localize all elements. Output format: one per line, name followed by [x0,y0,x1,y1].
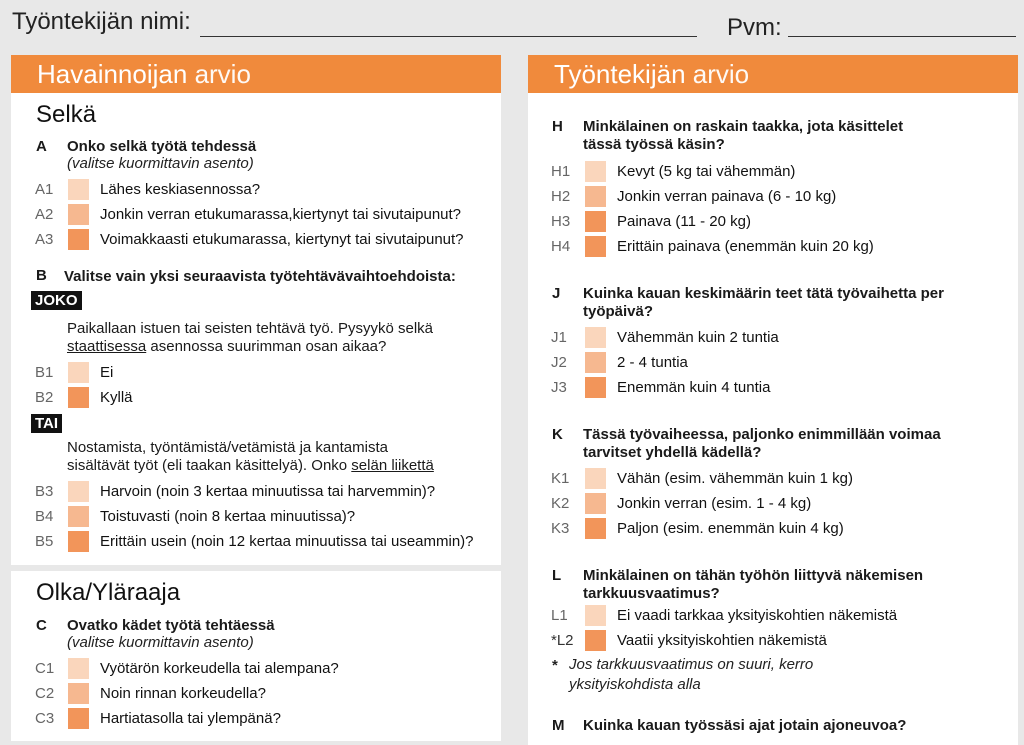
tai-tag: TAI [31,414,62,433]
option-label: Jonkin verran painava (6 - 10 kg) [617,188,837,205]
question-letter: C [36,617,47,634]
option-code: A1 [35,181,54,198]
checkbox-j3[interactable] [585,377,606,398]
joko-text-underlined: staattisessa [67,338,147,355]
section-title-selka: Selkä [36,101,97,128]
checkbox-b2[interactable] [68,387,89,408]
option-code: H4 [551,238,571,255]
worker-assessment-banner [528,55,1018,93]
option-label: Painava (11 - 20 kg) [617,213,751,230]
checkbox-l2[interactable] [585,630,606,651]
option-code: J3 [551,379,567,396]
option-label: Kyllä [100,389,133,406]
checkbox-b4[interactable] [68,506,89,527]
option-code: J2 [551,354,567,371]
option-label: Vaatii yksityiskohtien näkemistä [617,632,827,649]
option-code: *L2 [551,632,574,649]
banner-bold-text: Havainnoijan [37,59,188,89]
tai-text [67,439,497,475]
option-code: B3 [35,483,54,500]
section-title-olka: Olka/Yläraaja [36,579,181,606]
question-h [583,118,903,154]
option-code: B4 [35,508,54,525]
option-code: H3 [551,213,571,230]
checkbox-h2[interactable] [585,186,606,207]
question-l-line2: tarkkuusvaatimus? [583,585,720,602]
checkbox-a1[interactable] [68,179,89,200]
question-b: Valitse vain yksi seuraavista työtehtävävaihtoehdoista: [64,268,456,285]
question-k-line2: tarvitset yhdellä kädellä? [583,444,762,461]
option-label: Vähemmän kuin 2 tuntia [617,329,779,346]
checkbox-k2[interactable] [585,493,606,514]
option-code: H2 [551,188,571,205]
question-c: Ovatko kädet työtä tehtäessä [67,617,275,634]
joko-text-line2: asennossa suurimman osan aikaa? [146,338,387,355]
question-k [583,426,941,462]
question-letter: B [36,267,47,284]
worker-name-label: Työntekijän nimi: [12,8,191,35]
option-label: Kevyt (5 kg tai vähemmän) [617,163,796,180]
option-label: Jonkin verran (esim. 1 - 4 kg) [617,495,812,512]
checkbox-c2[interactable] [68,683,89,704]
checkbox-k1[interactable] [585,468,606,489]
checkbox-j1[interactable] [585,327,606,348]
question-letter: L [552,567,562,584]
option-code: C3 [35,710,55,727]
option-code: A2 [35,206,54,223]
tai-text-line1: Nostamista, työntämistä/vetämistä ja kantamista [67,439,388,456]
observer-assessment-banner [11,55,501,93]
checkbox-l1[interactable] [585,605,606,626]
question-letter: M [552,717,565,734]
precision-note-line1: Jos tarkkuusvaatimus on suuri, kerro [569,656,814,673]
option-label: Vähän (esim. vähemmän kuin 1 kg) [617,470,853,487]
banner-rest-text: arvio [194,59,251,89]
question-k-line1: Tässä työvaiheessa, paljonko enimmillään voimaa [583,426,941,443]
question-j [583,285,944,321]
question-letter: K [552,426,563,443]
option-label: Vyötärön korkeudella tai alempana? [100,660,339,677]
option-code: K1 [551,470,570,487]
option-code: K2 [551,495,570,512]
date-field[interactable] [788,36,1016,37]
joko-text-line1: Paikallaan istuen tai seisten tehtävä työ. Pysyykö selkä [67,320,434,337]
option-label: Erittäin painava (enemmän kuin 20 kg) [617,238,874,255]
checkbox-h1[interactable] [585,161,606,182]
joko-text [67,320,497,356]
option-label: Noin rinnan korkeudella? [100,685,266,702]
option-code: H1 [551,163,571,180]
option-code: B2 [35,389,54,406]
checkbox-j2[interactable] [585,352,606,373]
option-code: K3 [551,520,570,537]
question-a: Onko selkä työtä tehdessä [67,138,257,155]
date-label: Pvm: [727,14,782,41]
question-l-line1: Minkälainen on tähän työhön liittyvä näkemisen [583,567,924,584]
option-label: Hartiatasolla tai ylempänä? [100,710,281,727]
checkbox-a2[interactable] [68,204,89,225]
question-m: Kuinka kauan työssäsi ajat jotain ajoneuvoa? [583,717,907,734]
option-label: Erittäin usein (noin 12 kertaa minuutissa tai useammin)? [100,533,474,550]
option-code: L1 [551,607,568,624]
question-l [583,567,923,603]
option-label: Ei vaadi tarkkaa yksityiskohtien näkemistä [617,607,898,624]
tai-text-line2: sisältävät työt (eli taakan käsittelyä). Onko [67,457,352,474]
precision-note [569,655,813,695]
question-h-line1: Minkälainen on raskain taakka, jota käsittelet [583,118,904,135]
option-label: 2 - 4 tuntia [617,354,688,371]
option-code: A3 [35,231,54,248]
option-code: J1 [551,329,567,346]
option-code: C1 [35,660,55,677]
question-c-hint: (valitse kuormittavin asento) [67,634,254,651]
worker-name-field[interactable] [200,36,697,37]
precision-note-line2: yksityiskohdista alla [569,676,701,693]
banner-bold-text: Työntekijän [554,59,686,89]
checkbox-c3[interactable] [68,708,89,729]
checkbox-h4[interactable] [585,236,606,257]
option-label: Lähes keskiasennossa? [100,181,261,198]
question-letter: J [552,285,561,302]
tai-text-underlined: selän liikettä [351,457,434,474]
question-letter: H [552,118,563,135]
option-label: Harvoin (noin 3 kertaa minuutissa tai harvemmin)? [100,483,436,500]
option-label: Toistuvasti (noin 8 kertaa minuutissa)? [100,508,356,525]
option-code: C2 [35,685,55,702]
checkbox-b1[interactable] [68,362,89,383]
joko-tag: JOKO [31,291,82,310]
question-letter: A [36,138,47,155]
checkbox-k3[interactable] [585,518,606,539]
option-label: Paljon (esim. enemmän kuin 4 kg) [617,520,844,537]
option-code: B1 [35,364,54,381]
question-h-line2: tässä työssä käsin? [583,136,725,153]
note-star: * [552,657,558,674]
option-code: B5 [35,533,54,550]
question-j-line2: työpäivä? [583,303,654,320]
checkbox-b3[interactable] [68,481,89,502]
checkbox-b5[interactable] [68,531,89,552]
option-label: Voimakkaasti etukumarassa, kiertynyt tai sivutaipunut? [100,231,464,248]
option-label: Ei [100,364,114,381]
question-a-hint: (valitse kuormittavin asento) [67,155,254,172]
checkbox-h3[interactable] [585,211,606,232]
option-label: Enemmän kuin 4 tuntia [617,379,771,396]
checkbox-a3[interactable] [68,229,89,250]
question-j-line1: Kuinka kauan keskimäärin teet tätä työvaihetta per [583,285,944,302]
option-label: Jonkin verran etukumarassa,kiertynyt tai sivutaipunut? [100,206,462,223]
checkbox-c1[interactable] [68,658,89,679]
banner-rest-text: arvio [692,59,750,89]
